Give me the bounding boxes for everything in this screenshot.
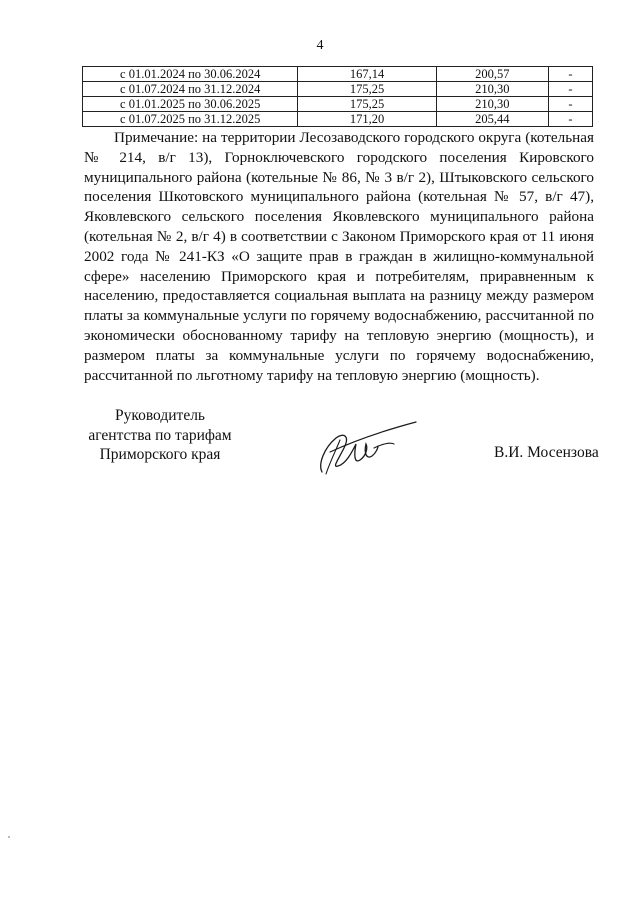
tariff-cell: - [548, 67, 592, 82]
tariff-cell: 200,57 [436, 67, 548, 82]
table-row [83, 97, 593, 112]
tariff-cell: - [548, 82, 592, 97]
note-paragraph: Примечание: на территории Лесозаводского городского округа (котельная № 214, в/г 13), Горноключевского городского поселения Кировского муниципального района (котельные № 86, № 3 в/г 2), Штыковского сельского поселения Шкотовского муниципального района (котельная № 57, в/г 47), Яковлевского сельского поселения Яковлевского муниципального района (котельная № 2, в/г 4) в соответствии с Законом Приморского края от 11 июня 2002 года № 241-КЗ «О защите прав в граждан в жилищно-коммунальной сфере» населению Приморского края и потребителям, приравненным к населению, предоставляется социальная выплата на разницу между размером платы за коммунальные услуги по горячему водоснабжению, рассчитанной по экономически обоснованному тарифу на тепловую энергию (мощность), и размером платы за коммунальные услуги по горячему водоснабжению, рассчитанной по льготному тарифу на тепловую энергию (мощность). [84, 129, 594, 384]
tariff-cell: 171,20 [298, 112, 436, 127]
signer-title-line: агентства по тарифам [88, 426, 232, 444]
signer-name: В.И. Мосензова [494, 444, 599, 461]
table-row [83, 112, 593, 127]
period-cell: с 01.01.2024 по 30.06.2024 [83, 67, 298, 82]
page-number: 4 [316, 38, 324, 53]
tariff-cell: 205,44 [436, 112, 548, 127]
signer-title-line: Руководитель [114, 407, 206, 424]
period-cell: с 01.07.2025 по 31.12.2025 [83, 112, 298, 127]
table-row [83, 67, 593, 82]
tariff-cell: 167,14 [298, 67, 436, 82]
signer-title [70, 406, 250, 465]
period-cell: с 01.07.2024 по 31.12.2024 [83, 82, 298, 97]
handwritten-signature [316, 418, 420, 478]
signer-title-line: Приморского края [99, 446, 221, 463]
scan-speck [8, 836, 10, 838]
tariff-cell: - [548, 112, 592, 127]
tariff-cell: 175,25 [298, 97, 436, 112]
table-row [83, 82, 593, 97]
tariff-cell: 175,25 [298, 82, 436, 97]
period-cell: с 01.01.2025 по 30.06.2025 [83, 97, 298, 112]
tariff-cell: 210,30 [436, 82, 548, 97]
tariff-table [82, 66, 593, 127]
tariff-cell: 210,30 [436, 97, 548, 112]
tariff-cell: - [548, 97, 592, 112]
